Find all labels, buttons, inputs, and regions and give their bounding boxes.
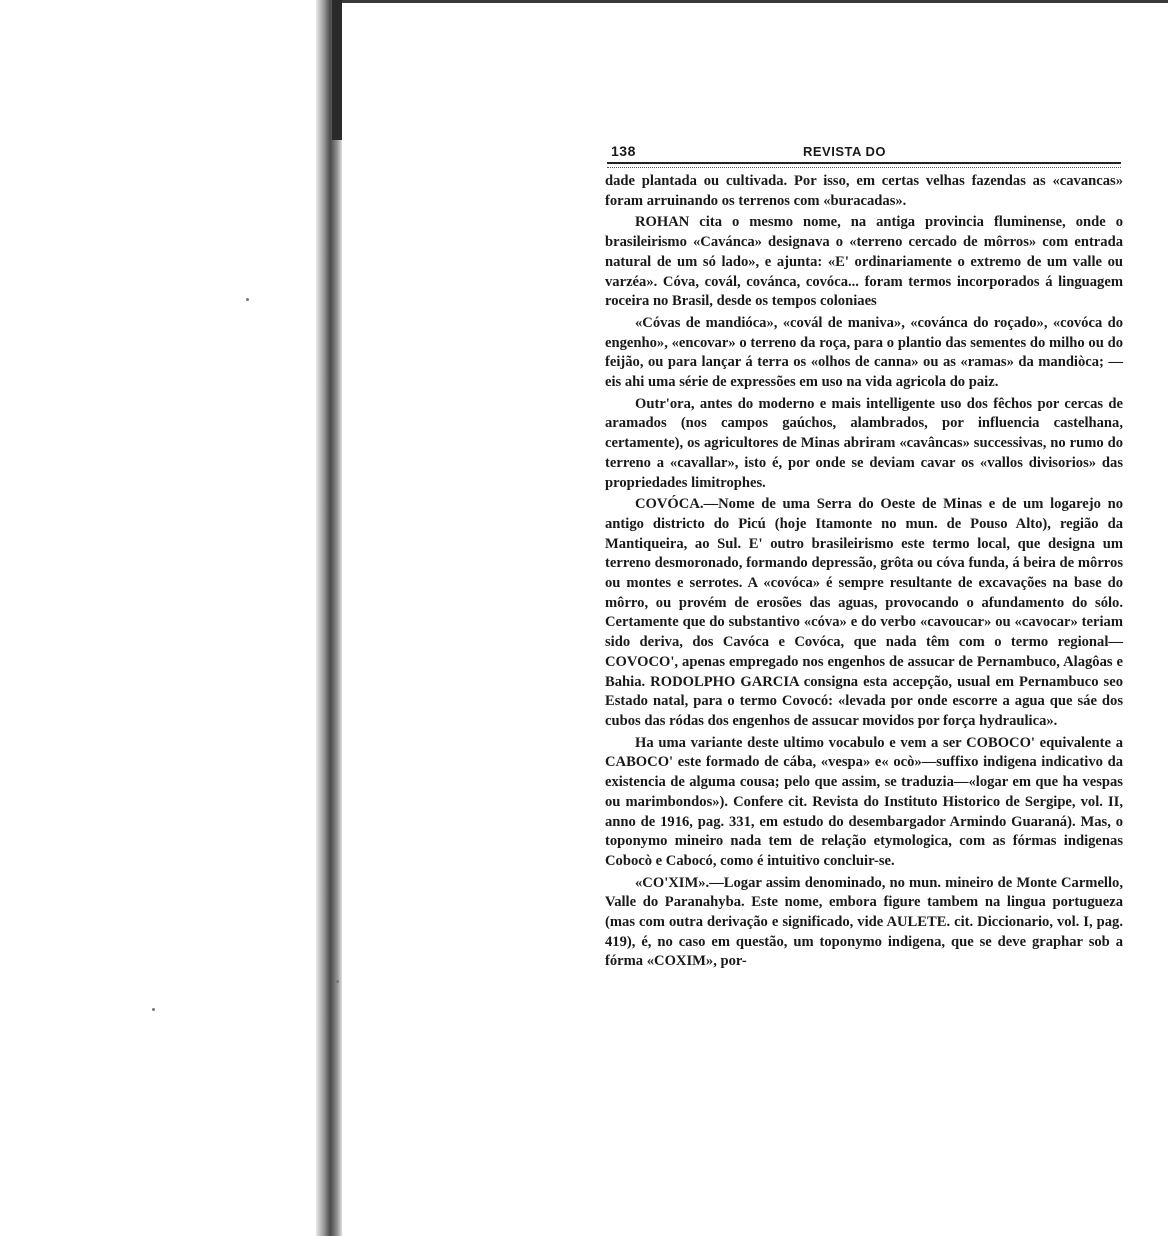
paragraph: «CO'XIM».—Logar assim denominado, no mun. mineiro de Monte Carmello, Valle do Paranahyba. Este nome, embora figure tambem na lingua portugueza (mas com outra derivação e significado, vide AULETE. cit. Diccionario, vol. I, pag. 419), é, no caso em questão, um toponymo indigena, que se deve graphar sob a fórma «COXIM», por- bbox=[605, 874, 1123, 970]
paragraph: Outr'ora, antes do moderno e mais intelligente uso dos fêchos por cercas de aramados (nos campos gaúchos, alambrados, por influencia castelhana, certamente), os agricultores de Minas abriram «cavâncas» successivas, no rumo do terreno a «cavallar», isto é, por onde se deviam cavar os «vallos divisorios» das propriedades limitrophes. bbox=[605, 395, 1123, 491]
paragraph: Ha uma variante deste ultimo vocabulo e vem a ser COBOCO' equivalente a CABOCO' este formado de cába, «vespa» e« ocò»—suffixo indigena indicativo da existencia de alguma cousa; pelo que assim, se traduzia—«logar em que ha vespas ou marimbondos»). Confere cit. Revista do Instituto Historico de Sergipe, vol. II, anno de 1916, pag. 331, em estudo do desembargador Armindo Guaraná). Mas, o toponymo mineiro nada tem de relação etymologica, com as fórmas indigenas Cobocò e Cabocó, como é intuitivo concluir-se. bbox=[605, 734, 1123, 869]
journal-title: REVISTA DO bbox=[803, 144, 887, 159]
paragraph: «Cóvas de mandióca», «covál de maniva», «covánca do roçado», «covóca do engenho», «encovar» o terreno da roça, para o plantio das sementes do milho ou do feijão, ou para lançar á terra os «olhos de canna» ou as «ramas» da mandiòca; — eis ahi uma série de expressões em uso na vida agricola do paiz. bbox=[605, 314, 1123, 391]
book-page bbox=[603, 140, 1123, 1080]
header-rule bbox=[607, 162, 1121, 168]
scan-speck bbox=[152, 1008, 155, 1011]
scan-speck bbox=[336, 980, 339, 983]
book-spine-dark-band bbox=[332, 0, 342, 140]
paragraph: dade plantada ou cultivada. Por isso, em certas velhas fazendas as «cavancas» foram arruinando os terrenos com «buracadas». bbox=[605, 173, 1123, 209]
scan-speck bbox=[246, 298, 249, 301]
running-head bbox=[603, 140, 1123, 162]
paragraph: COVÓCA.—Nome de uma Serra do Oeste de Minas e de um logarejo no antigo districto do Picú (hoje Itamonte no mun. de Pouso Alto), região da Mantiqueira, ao Sul. E' outro brasileirismo este termo local, que designa um terreno desmoronado, formando depressão, grôta ou cóva funda, á beira de môrros ou montes e serrotes. A «covóca» é sempre resultante de excavações na base do môrro, ou provém de erosões das aguas, provocando o afundamento do sólo. Certamente que do substantivo «cóva» e do verbo «cavoucar» ou «cavocar» teriam sido deriva, dos Cavóca e Covóca, que nada têm com o termo regional—COVOCO', apenas empregado nos engenhos de assucar de Pernambuco, Alagôas e Bahia. RODOLPHO GARCIA consigna esta accepção, usual em Pernambuco seo Estado natal, para o termo Covocó: «levada por onde escorre a agua que sáe dos cubos das ródas dos engenhos de assucar movidos por força hydraulica». bbox=[605, 496, 1123, 729]
paragraph: ROHAN cita o mesmo nome, na antiga provincia fluminense, onde o brasileirismo «Cavánca» designava o «terreno cercado de môrros» com entrada natural de um só lado», e ajunta: «E' ordinariamente o extremo de um valle ou varzéa». Cóva, covál, covánca, covóca... foram termos incorporados á linguagem roceira no Brasil, desde os tempos coloniaes bbox=[605, 214, 1123, 310]
top-edge-line bbox=[342, 0, 1168, 3]
body-text bbox=[603, 172, 1123, 972]
page-number: 138 bbox=[611, 143, 636, 159]
book-spine-shadow bbox=[316, 0, 342, 1236]
